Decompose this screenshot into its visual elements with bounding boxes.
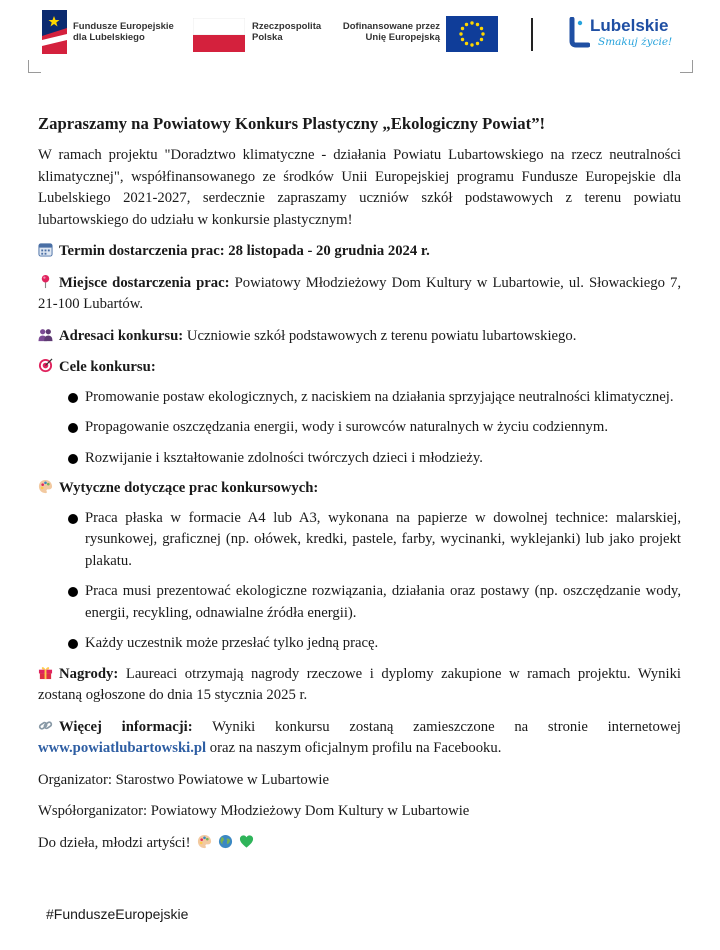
miejsce-text: Powiatowy Młodzieżowy Dom Kultury w Lubartowie, ul. Słowackiego 7, 21-100 Lubartów. [38,274,681,312]
bullet-icon [68,587,78,597]
website-link[interactable]: www.powiatlubartowski.pl [38,740,207,756]
bullet-icon [68,639,78,649]
bullet-icon [68,423,78,433]
logo-divider [531,18,533,51]
hashtag[interactable]: #FunduszeEuropejskie [46,906,189,922]
miejsce-label: Miejsce dostarczenia prac: [59,274,230,291]
bullet-icon [68,454,78,464]
wspolorganizator: Współorganizator: Powiatowy Młodzieżowy Dom Kultury w Lubartowie [38,803,470,819]
wiecej-text-2: oraz na naszym oficjalnym profilu na Facebooku. [209,740,502,756]
green-heart-icon [239,834,254,849]
pushpin-icon [38,274,53,289]
link-icon [38,718,53,733]
list-item: Rozwijanie i kształtowanie zdolności twórczych dzieci i młodzieży. [68,448,681,470]
closing-line: Do dzieła, młodzi artyści! [38,833,681,855]
globe-icon [218,834,233,849]
cele-label: Cele konkursu: [59,359,156,375]
wiecej-label: Więcej informacji: [59,718,193,735]
calendar-icon [38,242,53,257]
adresaci-paragraph [38,326,681,348]
adresaci-text: Uczniowie szkół podstawowych z terenu powiatu lubartowskiego. [186,327,577,344]
wytyczne-list [38,508,681,655]
wytyczne-label: Wytyczne dotyczące prac konkursowych: [59,480,319,496]
list-item: Propagowanie oszczędzania energii, wody i surowców naturalnych w życiu codziennym. [68,417,681,439]
cele-heading [38,357,681,379]
bullet-icon [68,393,78,403]
wytyczne-heading [38,478,681,500]
lubelskie-slogan: Smakuj życie! [598,36,673,48]
intro-paragraph: W ramach projektu "Doradztwo klimatyczne - działania Powiatu Lubartowskiego na rzecz neutralności klimatycznej", współfinansowanego ze środków Unii Europejskiej programu Fundusze Europejskie dla Lubelskiego 2021-2027, serdecznie zapraszamy uczniów szkół podstawowych z terenu powiatu lubartowskiego do udziału w konkursie plastycznym! [38,147,681,228]
cele-list [38,387,681,470]
list-item: Praca musi prezentować ekologiczne rozwiązania, działania oraz postawy (np. oszczędzanie wody, energii, recykling, odnawialne źródła energii). [68,581,681,624]
rp-logo-text: Rzeczpospolita Polska [252,21,322,43]
bullet-icon [68,514,78,524]
lubelskie-name: Lubelskie [590,16,669,35]
eu-flag-icon [446,16,498,52]
nagrody-paragraph [38,664,681,707]
wiecej-text: Wyniki konkursu zostaną zamieszczone na stronie internetowej [212,718,681,735]
wiecej-paragraph [38,717,681,760]
adresaci-label: Adresaci konkursu: [59,327,184,344]
article-body [38,113,681,864]
crop-mark-top-left [28,60,41,73]
nagrody-label: Nagrody: [59,665,119,682]
lubelskie-logo-icon [566,17,590,49]
palette-icon [197,834,212,849]
crop-mark-top-right [680,60,693,73]
polish-flag-icon [193,18,245,52]
termin-paragraph [38,241,681,263]
people-icon [38,327,53,342]
fe-logo-text: Fundusze Europejskie dla Lubelskiego [73,21,174,43]
list-item: Promowanie postaw ekologicznych, z naciskiem na działania sprzyjające neutralności klimatycznej. [68,387,681,409]
miejsce-paragraph [38,273,681,316]
organizator: Organizator: Starostwo Powiatowe w Lubartowie [38,771,329,788]
logo-bar [0,0,720,80]
fundusze-europejskie-logo-icon [42,10,67,54]
nagrody-text: Laureaci otrzymają nagrody rzeczowe i dyplomy zakupione w ramach projektu. Wyniki zostaną ogłoszone do dnia 15 stycznia 2025 r. [38,665,682,703]
list-item: Praca płaska w formacie A4 lub A3, wykonana na papierze w dowolnej technice: malarskiej, rysunkowej, graficznej (np. ołówek, kredki, pastele, farby, wycinanki, wyklejanki) lub jako projekt plakatu. [68,508,681,573]
eu-logo-text: Dofinansowane przez Unię Europejską [342,21,440,43]
termin-label: Termin dostarczenia prac: 28 listopada - 20 grudnia 2024 r. [59,243,430,259]
palette-icon [38,479,53,494]
page-title: Zapraszamy na Powiatowy Konkurs Plastyczny „Ekologiczny Powiat”! [38,114,546,133]
target-icon [38,358,53,373]
list-item: Każdy uczestnik może przesłać tylko jedną pracę. [68,633,681,655]
gift-icon [38,665,53,680]
